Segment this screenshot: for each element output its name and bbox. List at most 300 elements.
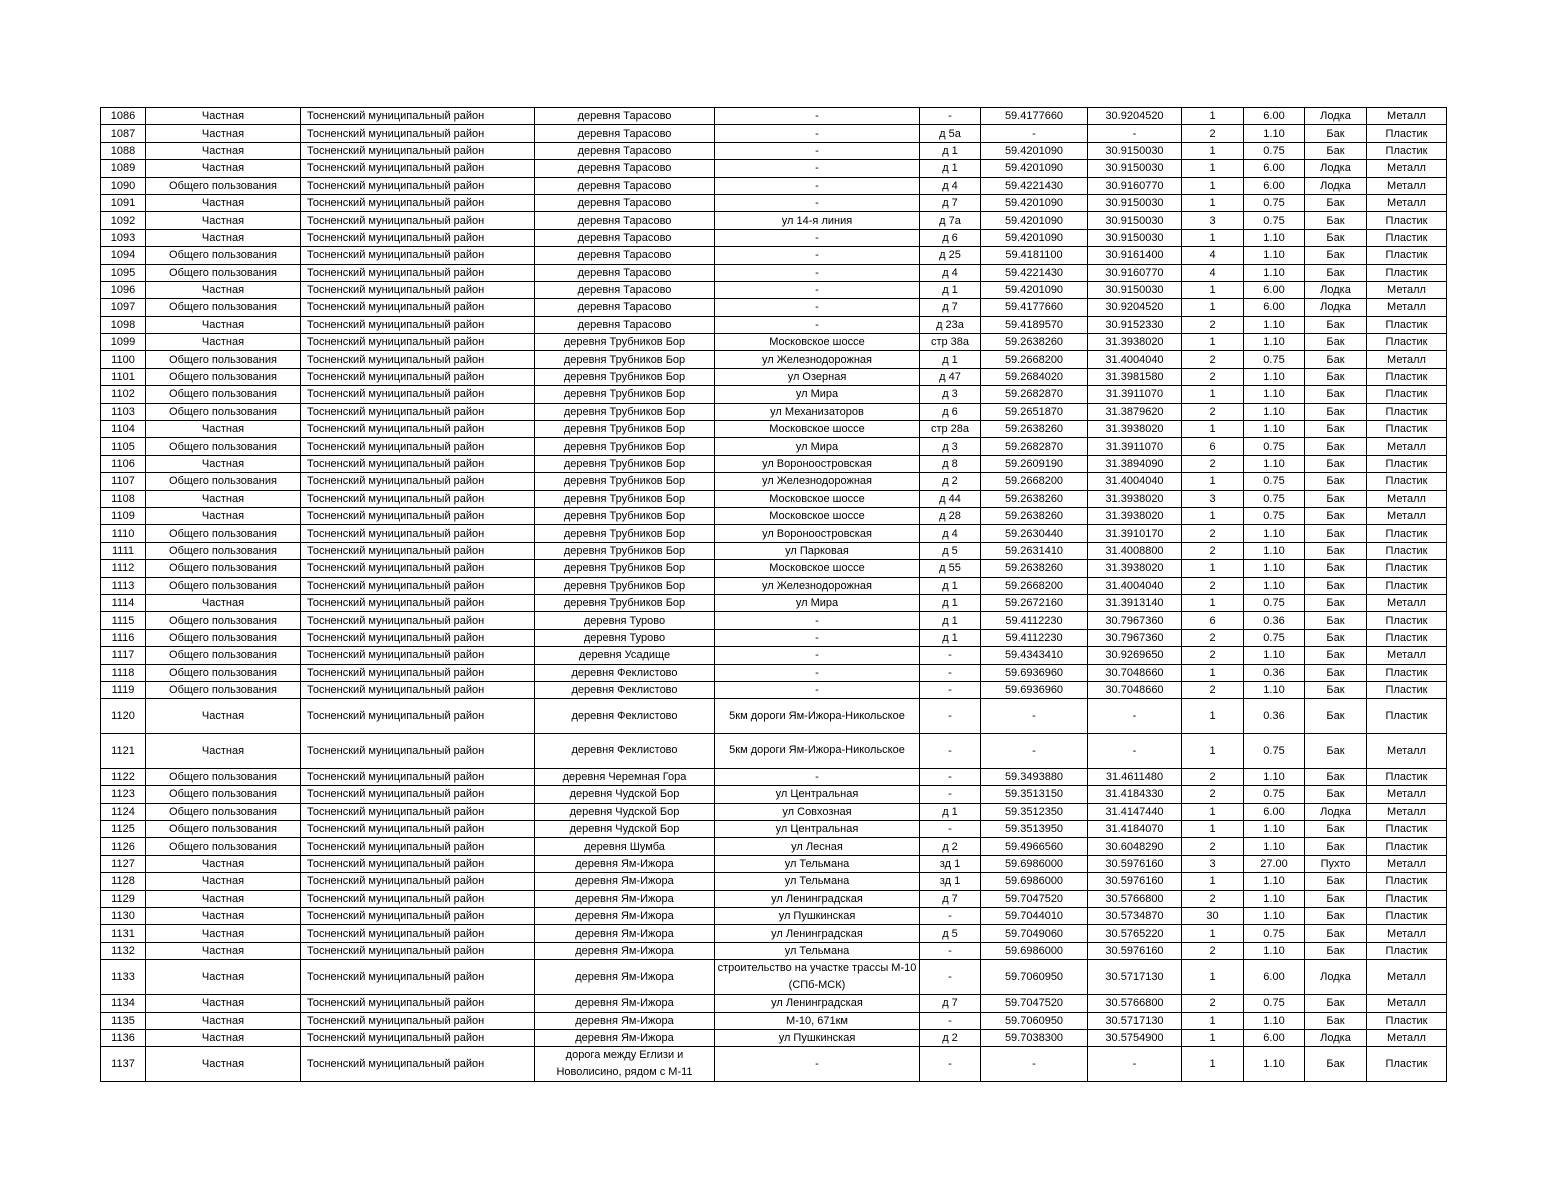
settlement-cell: деревня Тарасово <box>535 212 715 229</box>
ownership-cell: Частная <box>146 160 301 177</box>
count-cell: 1 <box>1182 507 1244 524</box>
settlement-cell: деревня Ям-Ижора <box>535 855 715 872</box>
ownership-cell: Частная <box>146 142 301 159</box>
district-cell: Тосненский муниципальный район <box>301 995 535 1012</box>
container-type-cell: Бак <box>1305 455 1367 472</box>
count-cell: 1 <box>1182 194 1244 211</box>
count-cell: 2 <box>1182 125 1244 142</box>
settlement-cell: деревня Ям-Ижора <box>535 873 715 890</box>
house-cell: стр 28а <box>920 421 981 438</box>
row-number-cell: 1129 <box>101 890 146 907</box>
table-row <box>101 316 1447 333</box>
container-type-cell: Бак <box>1305 334 1367 351</box>
table-row <box>101 229 1447 246</box>
row-number-cell: 1098 <box>101 316 146 333</box>
settlement-cell: деревня Трубников Бор <box>535 560 715 577</box>
settlement-cell: деревня Тарасово <box>535 125 715 142</box>
count-cell: 1 <box>1182 108 1244 125</box>
volume-cell: 6.00 <box>1244 299 1305 316</box>
longitude-cell: 30.5976160 <box>1088 942 1182 959</box>
settlement-cell: деревня Феклистово <box>535 664 715 681</box>
ownership-cell: Частная <box>146 942 301 959</box>
material-cell: Пластик <box>1367 368 1447 385</box>
material-cell: Пластик <box>1367 421 1447 438</box>
house-cell: д 5 <box>920 925 981 942</box>
row-number-cell: 1128 <box>101 873 146 890</box>
volume-cell: 1.10 <box>1244 681 1305 698</box>
table-row <box>101 281 1447 298</box>
latitude-cell: 59.2684020 <box>981 368 1088 385</box>
volume-cell: 6.00 <box>1244 803 1305 820</box>
table-row <box>101 177 1447 194</box>
house-cell: д 3 <box>920 386 981 403</box>
settlement-cell: деревня Трубников Бор <box>535 455 715 472</box>
count-cell: 2 <box>1182 316 1244 333</box>
table-row <box>101 995 1447 1012</box>
count-cell: 1 <box>1182 281 1244 298</box>
house-cell: д 7 <box>920 299 981 316</box>
latitude-cell: 59.2638260 <box>981 560 1088 577</box>
settlement-cell: деревня Тарасово <box>535 194 715 211</box>
house-cell: д 7 <box>920 194 981 211</box>
latitude-cell: 59.2609190 <box>981 455 1088 472</box>
count-cell: 2 <box>1182 942 1244 959</box>
district-cell: Тосненский муниципальный район <box>301 490 535 507</box>
ownership-cell: Общего пользования <box>146 838 301 855</box>
house-cell: д 28 <box>920 507 981 524</box>
latitude-cell: 59.6986000 <box>981 942 1088 959</box>
ownership-cell: Частная <box>146 1029 301 1046</box>
material-cell: Пластик <box>1367 334 1447 351</box>
street-cell: - <box>715 629 920 646</box>
volume-cell: 1.10 <box>1244 890 1305 907</box>
row-number-cell: 1133 <box>101 960 146 995</box>
volume-cell: 1.10 <box>1244 334 1305 351</box>
count-cell: 2 <box>1182 351 1244 368</box>
ownership-cell: Частная <box>146 873 301 890</box>
district-cell: Тосненский муниципальный район <box>301 647 535 664</box>
ownership-cell: Частная <box>146 699 301 734</box>
row-number-cell: 1122 <box>101 768 146 785</box>
street-cell: ул 14-я линия <box>715 212 920 229</box>
table-row <box>101 368 1447 385</box>
ownership-cell: Общего пользования <box>146 299 301 316</box>
count-cell: 1 <box>1182 560 1244 577</box>
house-cell: д 7 <box>920 995 981 1012</box>
street-cell: - <box>715 108 920 125</box>
material-cell: Пластик <box>1367 525 1447 542</box>
latitude-cell: 59.2682870 <box>981 386 1088 403</box>
volume-cell: 1.10 <box>1244 577 1305 594</box>
container-type-cell: Бак <box>1305 612 1367 629</box>
material-cell: Металл <box>1367 960 1447 995</box>
settlement-cell: деревня Трубников Бор <box>535 386 715 403</box>
longitude-cell: 30.5754900 <box>1088 1029 1182 1046</box>
settlement-cell: деревня Трубников Бор <box>535 594 715 611</box>
district-cell: Тосненский муниципальный район <box>301 1012 535 1029</box>
count-cell: 2 <box>1182 890 1244 907</box>
table-body <box>101 108 1447 1082</box>
latitude-cell: - <box>981 734 1088 769</box>
material-cell: Пластик <box>1367 612 1447 629</box>
house-cell: д 5 <box>920 542 981 559</box>
count-cell: 1 <box>1182 594 1244 611</box>
street-cell: ул Ленинградская <box>715 890 920 907</box>
longitude-cell: 31.3938020 <box>1088 507 1182 524</box>
table-row <box>101 1029 1447 1046</box>
district-cell: Тосненский муниципальный район <box>301 1047 535 1082</box>
row-number-cell: 1093 <box>101 229 146 246</box>
row-number-cell: 1087 <box>101 125 146 142</box>
row-number-cell: 1117 <box>101 647 146 664</box>
material-cell: Пластик <box>1367 542 1447 559</box>
house-cell: д 3 <box>920 438 981 455</box>
longitude-cell: 30.9152330 <box>1088 316 1182 333</box>
container-type-cell: Бак <box>1305 247 1367 264</box>
volume-cell: 1.10 <box>1244 768 1305 785</box>
street-cell: ул Мира <box>715 438 920 455</box>
latitude-cell: 59.4201090 <box>981 160 1088 177</box>
latitude-cell: 59.3512350 <box>981 803 1088 820</box>
district-cell: Тосненский муниципальный район <box>301 908 535 925</box>
house-cell: д 47 <box>920 368 981 385</box>
count-cell: 1 <box>1182 334 1244 351</box>
house-cell: - <box>920 681 981 698</box>
district-cell: Тосненский муниципальный район <box>301 664 535 681</box>
table-row <box>101 786 1447 803</box>
latitude-cell: 59.2638260 <box>981 421 1088 438</box>
latitude-cell: 59.4966560 <box>981 838 1088 855</box>
latitude-cell: - <box>981 699 1088 734</box>
latitude-cell: 59.6936960 <box>981 664 1088 681</box>
district-cell: Тосненский муниципальный район <box>301 855 535 872</box>
latitude-cell: 59.6986000 <box>981 873 1088 890</box>
row-number-cell: 1125 <box>101 821 146 838</box>
settlement-cell: деревня Тарасово <box>535 177 715 194</box>
longitude-cell: 30.7967360 <box>1088 612 1182 629</box>
settlement-cell: деревня Ям-Ижора <box>535 960 715 995</box>
table-row <box>101 525 1447 542</box>
longitude-cell: 31.3911070 <box>1088 438 1182 455</box>
ownership-cell: Частная <box>146 734 301 769</box>
table-row <box>101 1047 1447 1082</box>
ownership-cell: Частная <box>146 281 301 298</box>
district-cell: Тосненский муниципальный район <box>301 821 535 838</box>
settlement-cell: деревня Чудской Бор <box>535 786 715 803</box>
container-type-cell: Лодка <box>1305 1029 1367 1046</box>
count-cell: 2 <box>1182 629 1244 646</box>
ownership-cell: Общего пользования <box>146 403 301 420</box>
ownership-cell: Общего пользования <box>146 542 301 559</box>
settlement-cell: деревня Трубников Бор <box>535 542 715 559</box>
longitude-cell: 31.4008800 <box>1088 542 1182 559</box>
count-cell: 2 <box>1182 768 1244 785</box>
table-row <box>101 403 1447 420</box>
row-number-cell: 1116 <box>101 629 146 646</box>
row-number-cell: 1113 <box>101 577 146 594</box>
house-cell: стр 38а <box>920 334 981 351</box>
count-cell: 1 <box>1182 960 1244 995</box>
material-cell: Металл <box>1367 734 1447 769</box>
container-type-cell: Бак <box>1305 838 1367 855</box>
row-number-cell: 1096 <box>101 281 146 298</box>
volume-cell: 0.75 <box>1244 473 1305 490</box>
settlement-cell: деревня Усадище <box>535 647 715 664</box>
row-number-cell: 1111 <box>101 542 146 559</box>
street-cell: ул Вороноостровская <box>715 525 920 542</box>
row-number-cell: 1137 <box>101 1047 146 1082</box>
street-cell: ул Механизаторов <box>715 403 920 420</box>
container-type-cell: Лодка <box>1305 108 1367 125</box>
table-row <box>101 838 1447 855</box>
count-cell: 6 <box>1182 612 1244 629</box>
container-type-cell: Лодка <box>1305 160 1367 177</box>
settlement-cell: деревня Трубников Бор <box>535 351 715 368</box>
volume-cell: 6.00 <box>1244 160 1305 177</box>
material-cell: Металл <box>1367 594 1447 611</box>
street-cell: - <box>715 612 920 629</box>
longitude-cell: 31.3894090 <box>1088 455 1182 472</box>
street-cell: - <box>715 142 920 159</box>
ownership-cell: Общего пользования <box>146 264 301 281</box>
latitude-cell: 59.3513150 <box>981 786 1088 803</box>
house-cell: д 6 <box>920 403 981 420</box>
row-number-cell: 1104 <box>101 421 146 438</box>
volume-cell: 1.10 <box>1244 247 1305 264</box>
settlement-cell: деревня Тарасово <box>535 316 715 333</box>
table-row <box>101 542 1447 559</box>
row-number-cell: 1101 <box>101 368 146 385</box>
street-cell: - <box>715 664 920 681</box>
street-cell: - <box>715 160 920 177</box>
latitude-cell: 59.3513950 <box>981 821 1088 838</box>
latitude-cell: 59.2668200 <box>981 351 1088 368</box>
volume-cell: 1.10 <box>1244 316 1305 333</box>
settlement-cell: деревня Трубников Бор <box>535 490 715 507</box>
house-cell: д 1 <box>920 612 981 629</box>
row-number-cell: 1134 <box>101 995 146 1012</box>
ownership-cell: Общего пользования <box>146 821 301 838</box>
count-cell: 2 <box>1182 995 1244 1012</box>
latitude-cell: 59.4221430 <box>981 264 1088 281</box>
street-cell: 5км дороги Ям-Ижора-Никольское <box>715 699 920 734</box>
longitude-cell: - <box>1088 1047 1182 1082</box>
street-cell: - <box>715 281 920 298</box>
table-row <box>101 160 1447 177</box>
container-type-cell: Бак <box>1305 368 1367 385</box>
longitude-cell: 31.3910170 <box>1088 525 1182 542</box>
ownership-cell: Общего пользования <box>146 368 301 385</box>
district-cell: Тосненский муниципальный район <box>301 803 535 820</box>
street-cell: ул Тельмана <box>715 942 920 959</box>
material-cell: Металл <box>1367 995 1447 1012</box>
settlement-cell: деревня Трубников Бор <box>535 577 715 594</box>
district-cell: Тосненский муниципальный район <box>301 768 535 785</box>
table-row <box>101 351 1447 368</box>
house-cell: д 1 <box>920 142 981 159</box>
house-cell: - <box>920 734 981 769</box>
street-cell: - <box>715 647 920 664</box>
volume-cell: 0.75 <box>1244 351 1305 368</box>
container-type-cell: Бак <box>1305 212 1367 229</box>
table-row <box>101 908 1447 925</box>
material-cell: Пластик <box>1367 264 1447 281</box>
container-type-cell: Лодка <box>1305 803 1367 820</box>
material-cell: Пластик <box>1367 212 1447 229</box>
latitude-cell: 59.7047520 <box>981 890 1088 907</box>
container-type-cell: Бак <box>1305 351 1367 368</box>
row-number-cell: 1118 <box>101 664 146 681</box>
volume-cell: 0.75 <box>1244 594 1305 611</box>
district-cell: Тосненский муниципальный район <box>301 560 535 577</box>
house-cell: д 4 <box>920 177 981 194</box>
settlement-cell: деревня Феклистово <box>535 699 715 734</box>
district-cell: Тосненский муниципальный район <box>301 316 535 333</box>
house-cell: д 1 <box>920 577 981 594</box>
count-cell: 2 <box>1182 647 1244 664</box>
district-cell: Тосненский муниципальный район <box>301 229 535 246</box>
count-cell: 1 <box>1182 386 1244 403</box>
volume-cell: 0.75 <box>1244 212 1305 229</box>
material-cell: Пластик <box>1367 699 1447 734</box>
row-number-cell: 1120 <box>101 699 146 734</box>
volume-cell: 1.10 <box>1244 264 1305 281</box>
settlement-cell: дорога между Еглизи и Новолисино, рядом с М-11 <box>535 1047 715 1082</box>
row-number-cell: 1135 <box>101 1012 146 1029</box>
settlement-cell: деревня Ям-Ижора <box>535 1029 715 1046</box>
material-cell: Металл <box>1367 507 1447 524</box>
volume-cell: 1.10 <box>1244 873 1305 890</box>
volume-cell: 1.10 <box>1244 560 1305 577</box>
ownership-cell: Частная <box>146 125 301 142</box>
container-type-cell: Бак <box>1305 873 1367 890</box>
house-cell: - <box>920 664 981 681</box>
material-cell: Пластик <box>1367 229 1447 246</box>
settlement-cell: деревня Ям-Ижора <box>535 942 715 959</box>
district-cell: Тосненский муниципальный район <box>301 594 535 611</box>
latitude-cell: 59.4343410 <box>981 647 1088 664</box>
ownership-cell: Общего пользования <box>146 560 301 577</box>
volume-cell: 0.75 <box>1244 194 1305 211</box>
street-cell: ул Парковая <box>715 542 920 559</box>
street-cell: ул Железнодорожная <box>715 473 920 490</box>
settlement-cell: деревня Ям-Ижора <box>535 890 715 907</box>
street-cell: - <box>715 177 920 194</box>
district-cell: Тосненский муниципальный район <box>301 299 535 316</box>
row-number-cell: 1095 <box>101 264 146 281</box>
material-cell: Металл <box>1367 160 1447 177</box>
material-cell: Металл <box>1367 647 1447 664</box>
district-cell: Тосненский муниципальный район <box>301 612 535 629</box>
district-cell: Тосненский муниципальный район <box>301 681 535 698</box>
latitude-cell: 59.4177660 <box>981 108 1088 125</box>
material-cell: Пластик <box>1367 560 1447 577</box>
house-cell: д 1 <box>920 803 981 820</box>
house-cell: - <box>920 786 981 803</box>
latitude-cell: 59.4221430 <box>981 177 1088 194</box>
house-cell: д 1 <box>920 351 981 368</box>
row-number-cell: 1086 <box>101 108 146 125</box>
settlement-cell: деревня Тарасово <box>535 281 715 298</box>
latitude-cell: 59.2638260 <box>981 507 1088 524</box>
table-row <box>101 873 1447 890</box>
street-cell: - <box>715 299 920 316</box>
latitude-cell: 59.7049060 <box>981 925 1088 942</box>
container-type-cell: Бак <box>1305 821 1367 838</box>
district-cell: Тосненский муниципальный район <box>301 507 535 524</box>
street-cell: - <box>715 229 920 246</box>
house-cell: - <box>920 908 981 925</box>
table-row <box>101 925 1447 942</box>
material-cell: Пластик <box>1367 125 1447 142</box>
container-type-cell: Бак <box>1305 629 1367 646</box>
district-cell: Тосненский муниципальный район <box>301 925 535 942</box>
ownership-cell: Частная <box>146 594 301 611</box>
count-cell: 1 <box>1182 664 1244 681</box>
latitude-cell: 59.7038300 <box>981 1029 1088 1046</box>
ownership-cell: Частная <box>146 421 301 438</box>
container-type-cell: Бак <box>1305 908 1367 925</box>
ownership-cell: Общего пользования <box>146 577 301 594</box>
volume-cell: 6.00 <box>1244 177 1305 194</box>
volume-cell: 0.75 <box>1244 490 1305 507</box>
street-cell: ул Ленинградская <box>715 995 920 1012</box>
house-cell: зд 1 <box>920 855 981 872</box>
volume-cell: 1.10 <box>1244 368 1305 385</box>
volume-cell: 6.00 <box>1244 281 1305 298</box>
volume-cell: 1.10 <box>1244 838 1305 855</box>
row-number-cell: 1110 <box>101 525 146 542</box>
container-type-cell: Бак <box>1305 542 1367 559</box>
settlement-cell: деревня Трубников Бор <box>535 403 715 420</box>
settlement-cell: деревня Чудской Бор <box>535 803 715 820</box>
longitude-cell: 30.9150030 <box>1088 212 1182 229</box>
count-cell: 1 <box>1182 873 1244 890</box>
street-cell: ул Ленинградская <box>715 925 920 942</box>
settlement-cell: деревня Тарасово <box>535 247 715 264</box>
settlement-cell: деревня Феклистово <box>535 681 715 698</box>
settlement-cell: деревня Ям-Ижора <box>535 925 715 942</box>
row-number-cell: 1112 <box>101 560 146 577</box>
volume-cell: 0.75 <box>1244 438 1305 455</box>
ownership-cell: Общего пользования <box>146 525 301 542</box>
settlement-cell: деревня Чудской Бор <box>535 821 715 838</box>
district-cell: Тосненский муниципальный район <box>301 142 535 159</box>
volume-cell: 1.10 <box>1244 1047 1305 1082</box>
house-cell: д 6 <box>920 229 981 246</box>
count-cell: 2 <box>1182 455 1244 472</box>
table-row <box>101 699 1447 734</box>
count-cell: 1 <box>1182 421 1244 438</box>
material-cell: Металл <box>1367 108 1447 125</box>
table-row <box>101 734 1447 769</box>
district-cell: Тосненский муниципальный район <box>301 403 535 420</box>
latitude-cell: 59.2651870 <box>981 403 1088 420</box>
longitude-cell: 31.4184330 <box>1088 786 1182 803</box>
document-page <box>100 107 1446 1082</box>
container-type-cell: Бак <box>1305 1047 1367 1082</box>
latitude-cell: 59.4177660 <box>981 299 1088 316</box>
count-cell: 3 <box>1182 212 1244 229</box>
district-cell: Тосненский муниципальный район <box>301 525 535 542</box>
material-cell: Металл <box>1367 351 1447 368</box>
district-cell: Тосненский муниципальный район <box>301 942 535 959</box>
longitude-cell: 30.9160770 <box>1088 264 1182 281</box>
container-type-cell: Лодка <box>1305 281 1367 298</box>
settlement-cell: деревня Тарасово <box>535 229 715 246</box>
row-number-cell: 1103 <box>101 403 146 420</box>
volume-cell: 1.10 <box>1244 386 1305 403</box>
